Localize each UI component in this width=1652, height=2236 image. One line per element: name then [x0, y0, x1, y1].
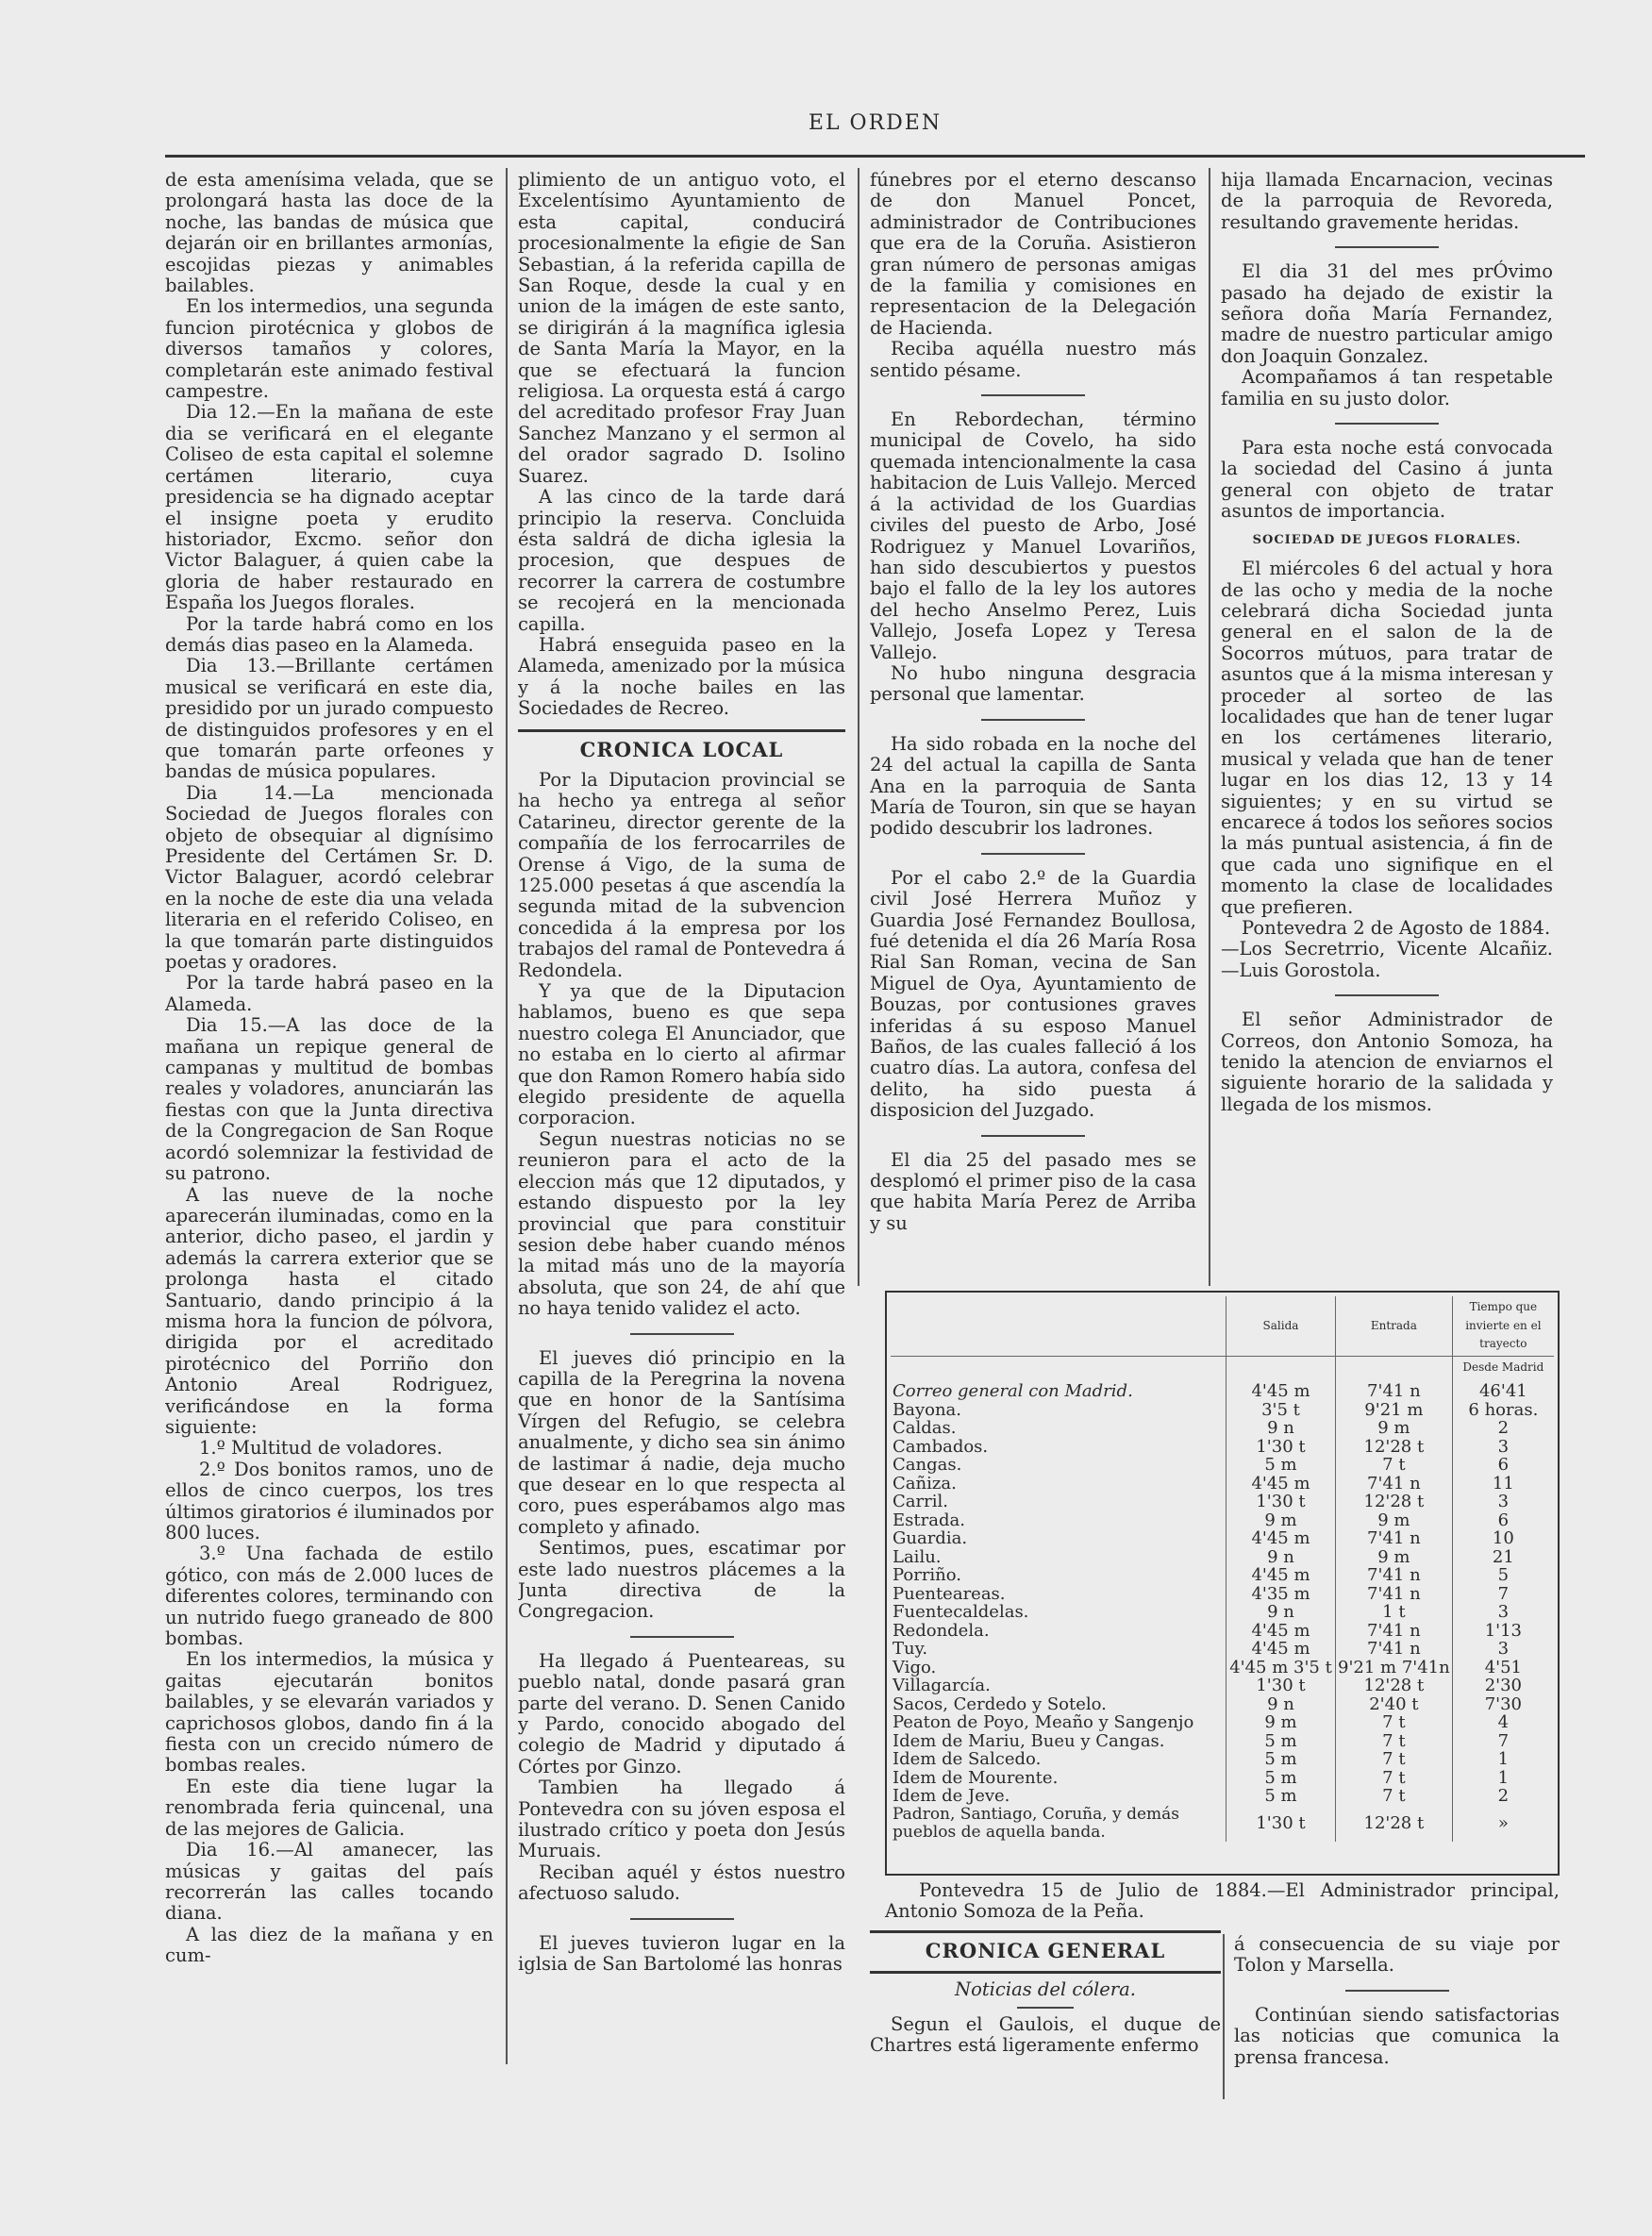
paragraph: á consecuencia de su viaje por Tolon y Marsella.: [1234, 1934, 1560, 1977]
entrada-time: 7'41 n: [1336, 1585, 1453, 1604]
entrada-time: 12'28 t: [1336, 1493, 1453, 1511]
column-2: [518, 170, 845, 2066]
table-row: [891, 1548, 1554, 1567]
column-divider: [1223, 1934, 1225, 2099]
paragraph: Dia 13.—Brillante certámen musical se verificará en este dia, presidido por un jurado compuesto de distinguidos profesores y en el que tomarán parte orfeones y bandas de música populares.: [165, 655, 493, 783]
paragraph: A las cinco de la tarde dará principio la reserva. Concluida ésta saldrá de dicha iglesia la procesion, que despues de recorrer la carrera de costumbre se recojerá en la mencionada capilla.: [518, 486, 845, 635]
route-name: Sacos, Cerdedo y Sotelo.: [893, 1694, 1107, 1714]
table-row: [891, 1475, 1554, 1493]
entrada-time: 9 m: [1336, 1548, 1453, 1567]
entrada-time: 9'21 m: [1336, 1401, 1453, 1420]
travel-time: 6: [1452, 1511, 1554, 1530]
entrada-time: 7 t: [1336, 1750, 1453, 1769]
article-separator: [981, 719, 1085, 721]
table-row: [891, 1622, 1554, 1641]
paragraph: 2.º Dos bonitos ramos, uno de ellos de cinco cuerpos, los tres últimos giratorios é iluminados por 800 luces.: [165, 1458, 493, 1544]
route-name: Redondela.: [893, 1620, 990, 1641]
travel-time: 6: [1452, 1456, 1554, 1475]
column-3: [870, 170, 1196, 1283]
travel-time: 4: [1452, 1713, 1554, 1732]
header-tiempo-label: Tiempo que invierte en el trayecto: [1465, 1300, 1542, 1350]
salida-time: 9 n: [1226, 1419, 1336, 1438]
travel-time: 7: [1452, 1732, 1554, 1751]
page-header: [165, 111, 1585, 160]
paragraph: Dia 15.—A las doce de la mañana un repique general de campanas y multitud de bombas reales y voladores, anunciarán las fiestas con que la Junta directiva de la Congregacion de San Roque acordó solemnizar la festividad de su patrono.: [165, 1014, 493, 1185]
salida-time: 4'45 m: [1226, 1640, 1336, 1659]
entrada-time: 7 t: [1336, 1787, 1453, 1806]
route-name: Villagarcía.: [893, 1676, 991, 1695]
salida-time: 1'30 t: [1226, 1438, 1336, 1457]
entrada-time: 9'21 m 7'41n: [1336, 1659, 1453, 1677]
entrada-time: 9 m: [1336, 1511, 1453, 1530]
route-name: Vigo.: [893, 1657, 937, 1677]
section-rule: [518, 729, 845, 732]
route-name: Bayona.: [893, 1399, 962, 1420]
entrada-time: 7 t: [1336, 1769, 1453, 1788]
paragraph: de esta amenísima velada, que se prolongará hasta las doce de la noche, las bandas de música que dejarán oir en brillantes armonías, escojidas piezas y animables bailables.: [165, 170, 493, 297]
salida-time: 9 n: [1226, 1548, 1336, 1567]
table-row: [891, 1713, 1554, 1732]
route-name: Fuentecaldelas.: [893, 1602, 1029, 1622]
header-tiempo: [1452, 1296, 1554, 1356]
header-rule: [165, 155, 1585, 158]
empty-subheader: [891, 1356, 1226, 1378]
entrada-time: 7'41 n: [1336, 1622, 1453, 1641]
header-entrada: Entrada: [1336, 1296, 1453, 1356]
subsection-title: SOCIEDAD DE JUEGOS FLORALES.: [1252, 532, 1522, 547]
paragraph: No hubo ninguna desgracia personal que lamentar.: [870, 661, 1196, 706]
cronica-general-right: [1234, 1934, 1560, 2104]
section-title-cronica-local: CRONICA LOCAL: [579, 737, 784, 761]
paragraph: Y ya que de la Diputacion hablamos, bueno es que sepa nuestro colega El Anunciador, que no estaba en lo cierto al afirmar que don Ramon Romero había sido elegido presidente de aquella corporacion.: [518, 980, 845, 1129]
travel-time: 3: [1452, 1438, 1554, 1457]
travel-time: 10: [1452, 1529, 1554, 1548]
table-row: [891, 1456, 1554, 1475]
salida-time: 4'45 m 3'5 t: [1226, 1659, 1336, 1677]
paragraph: El jueves tuvieron lugar en la iglsia de San Bartolomé las honras: [518, 1931, 845, 1976]
travel-time: 3: [1452, 1493, 1554, 1511]
travel-time: 3: [1452, 1640, 1554, 1659]
travel-time: 7: [1452, 1585, 1554, 1604]
paragraph: En los intermedios, una segunda funcion pirotécnica y globos de diversos tamaños y colores, completarán este animado festival campestre.: [165, 295, 493, 403]
section-title-cronica-general: CRONICA GENERAL: [925, 1939, 1166, 1962]
cronica-general-left: [870, 1930, 1221, 2100]
table-row: [891, 1585, 1554, 1604]
table-row: [891, 1677, 1554, 1695]
section-rule: [870, 1971, 1221, 1974]
paragraph: 3.º Una fachada de estilo gótico, con más de 2.000 luces de diferentes colores, terminando con un nutrido fuego graneado de 800 bombas.: [165, 1543, 493, 1650]
subheader-desde-madrid: Desde Madrid: [1452, 1356, 1554, 1378]
route-name: Tuy.: [893, 1639, 928, 1659]
salida-time: 1'30 t: [1226, 1806, 1336, 1842]
paragraph: Por la tarde habrá paseo en la Alameda.: [165, 972, 493, 1015]
travel-time: 2: [1452, 1787, 1554, 1806]
entrada-time: 7 t: [1336, 1456, 1453, 1475]
article-separator: [981, 853, 1085, 855]
article-separator: [981, 394, 1085, 396]
salida-time: 9 n: [1226, 1695, 1336, 1714]
article-separator: [630, 1918, 734, 1920]
route-name: Padron, Santiago, Coruña, y demás pueblos de aquella banda.: [893, 1804, 1180, 1842]
section-subtitle: Noticias del cólera.: [955, 1978, 1136, 2001]
route-name: Idem de Mourente.: [893, 1767, 1059, 1788]
travel-time: 2: [1452, 1419, 1554, 1438]
entrada-time: 7'41 n: [1336, 1475, 1453, 1493]
paragraph: Acompañamos á tan respetable familia en su justo dolor.: [1221, 366, 1553, 409]
route-name: Carril.: [893, 1492, 948, 1511]
table-row: [891, 1603, 1554, 1622]
table-row: [891, 1659, 1554, 1677]
article-separator: [1017, 2007, 1074, 2009]
travel-time: 5: [1452, 1566, 1554, 1585]
mail-schedule-table: [885, 1291, 1560, 1876]
entrada-time: 7'41 n: [1336, 1378, 1453, 1401]
route-name: Cangas.: [893, 1455, 962, 1475]
table-row: [891, 1750, 1554, 1769]
route-name: Porriño.: [893, 1565, 962, 1585]
column-1: [165, 170, 493, 2057]
paragraph: El jueves dió principio en la capilla de la Peregrina la novena que en honor de la Santísima Vírgen del Refugio, se celebra anualmente, y dicho sea sin ánimo de lastimar á nadie, deja mucho que desear en lo que respecta al coro, pues esperábamos algo mas completo y afinado.: [518, 1346, 845, 1538]
table-row: [891, 1640, 1554, 1659]
paragraph: Pontevedra 2 de Agosto de 1884.: [1242, 917, 1551, 939]
entrada-time: 12'28 t: [1336, 1438, 1453, 1457]
entrada-time: 1 t: [1336, 1603, 1453, 1622]
table-row: [891, 1493, 1554, 1511]
salida-time: 9 m: [1226, 1713, 1336, 1732]
entrada-time: 2'40 t: [1336, 1695, 1453, 1714]
salida-time: 5 m: [1226, 1769, 1336, 1788]
travel-time: 1'13: [1452, 1622, 1554, 1641]
paragraph: 1.º Multitud de voladores.: [199, 1437, 443, 1460]
paragraph: Dia 14.—La mencionada Sociedad de Juegos florales con objeto de obsequiar al dignísimo Presidente del Certámen Sr. D. Victor Balaguer, acordó celebrar en la noche de este dia una velada literaria en el referido Coliseo, en la que tomarán parte distinguidos poetas y oradores.: [165, 781, 493, 974]
paragraph: Segun el Gaulois, el duque de Chartres está ligeramente enfermo: [870, 2012, 1221, 2057]
administrator-note: Pontevedra 15 de Julio de 1884.—El Administrador principal, Antonio Somoza de la Peña.: [885, 1879, 1560, 1923]
entrada-time: 7 t: [1336, 1713, 1453, 1732]
salida-time: 5 m: [1226, 1732, 1336, 1751]
travel-time: 11: [1452, 1475, 1554, 1493]
article-separator: [1345, 1990, 1449, 1992]
entrada-time: 12'28 t: [1336, 1677, 1453, 1695]
entrada-time: 7'41 n: [1336, 1566, 1453, 1585]
entrada-time: 7'41 n: [1336, 1529, 1453, 1548]
travel-time: 6 horas.: [1452, 1401, 1554, 1420]
table-row: [891, 1566, 1554, 1585]
paragraph: En los intermedios, la música y gaitas ejecutarán bonitos bailables, y se elevarán variados y caprichosos globos, dando fin á la fiesta con un crecido número de bombas reales.: [165, 1648, 493, 1777]
paragraph: Por la Diputacion provincial se ha hecho ya entrega al señor Catarineu, director gerente de la compañía de los ferrocarriles de Orense á Vigo, de la suma de 125.000 pesetas á que ascendía la segunda mitad de la subvencion concedida á la empresa por los trabajos del ramal de Pontevedra á Redondela.: [518, 768, 845, 981]
signatures: —Los Secretrrio, Vicente Alcañiz. —Luis Gorostola.: [1221, 938, 1553, 981]
table-footer-note: [885, 1880, 1560, 1923]
salida-time: 9 m: [1226, 1511, 1336, 1530]
entrada-time: 7'41 n: [1336, 1640, 1453, 1659]
route-name: Lailu.: [893, 1546, 942, 1567]
paragraph: A las diez de la mañana y en cum-: [165, 1923, 493, 1967]
paragraph: fúnebres por el eterno descanso de don Manuel Poncet, administrador de Contribuciones que era de la Coruña. Asistieron gran número de personas amigas de la familia y comisiones en representacion de la Delegación de Hacienda.: [870, 170, 1196, 339]
paragraph: En este dia tiene lugar la renombrada feria quincenal, una de las mejores de Galicia.: [165, 1775, 493, 1840]
newspaper-title: EL ORDEN: [808, 111, 943, 135]
paragraph: Sentimos, pues, escatimar por este lado nuestros plácemes a la Junta directiva de la Congregacion.: [518, 1537, 845, 1623]
paragraph: Habrá enseguida paseo en la Alameda, amenizado por la música y á la noche bailes en las Sociedades de Recreo.: [518, 633, 845, 720]
paragraph: El miércoles 6 del actual y hora de las ocho y media de la noche celebrará dicha Sociedad junta general en el salon de la de Socorros mútuos, para tratar de asuntos que á la misma interesan y proceder al sorteo de las localidades que han de tener lugar en los certámenes literario, musical y velada que han de tener lugar en los dias 12, 13 y 14 siguientes; y en su virtud se encarece á todos los señores socios la más puntual asistencia, á fin de que cada uno signifique en el momento la clase de localidades que prefieren.: [1221, 558, 1553, 918]
article-separator: [630, 1636, 734, 1638]
section-rule: [870, 1930, 1221, 1933]
article-separator: [1335, 994, 1439, 996]
salida-time: 5 m: [1226, 1750, 1336, 1769]
travel-time: 46'41: [1452, 1378, 1554, 1401]
paragraph: Segun nuestras noticias no se reunieron para el acto de la eleccion más que 12 diputados, y estando dispuesto por la ley provincial que para constituir sesion debe haber cuando ménos la mitad más uno de la mayoría absoluta, que son 24, de ahí que no haya tenido validez el acto.: [518, 1127, 845, 1320]
salida-time: 9 n: [1226, 1603, 1336, 1622]
table-row: [891, 1769, 1554, 1788]
empty-subheader: [1336, 1356, 1453, 1378]
travel-time: 21: [1452, 1548, 1554, 1567]
article-separator: [630, 1333, 734, 1335]
route-name: Idem de Mariu, Bueu y Cangas.: [893, 1730, 1165, 1751]
salida-time: 5 m: [1226, 1787, 1336, 1806]
salida-time: 4'35 m: [1226, 1585, 1336, 1604]
route-name: Guardia.: [893, 1528, 968, 1548]
empty-subheader: [1226, 1356, 1336, 1378]
salida-time: 1'30 t: [1226, 1677, 1336, 1695]
route-name: Idem de Salcedo.: [893, 1749, 1042, 1769]
table-row: [891, 1732, 1554, 1751]
article-separator: [981, 1135, 1085, 1137]
column-divider: [1209, 168, 1210, 1286]
paragraph: En Rebordechan, término municipal de Covelo, ha sido quemada intencionalmente la casa habitacion de Luis Vallejo. Merced á la actividad de los Guardias civiles del puesto de Arbo, José Rodriguez y Manuel Lovariños, han sido descubiertos y puestos bajo el fallo de la ley los autores del hecho Anselmo Perez, Luis Vallejo, Josefa Lopez y Teresa Vallejo.: [870, 409, 1196, 663]
travel-time: 1: [1452, 1750, 1554, 1769]
paragraph: Ha llegado á Puenteareas, su pueblo natal, donde pasará gran parte del verano. D. Senen Canido y Pardo, conocido abogado del colegio de Madrid y diputado á Córtes por Ginzo.: [518, 1649, 845, 1777]
header-salida: Salida: [1226, 1296, 1336, 1356]
column-divider: [506, 168, 508, 2064]
travel-time: 3: [1452, 1603, 1554, 1622]
travel-time: 2'30: [1452, 1677, 1554, 1695]
route-name: Correo general con Madrid.: [893, 1381, 1133, 1401]
salida-time: 4'45 m: [1226, 1622, 1336, 1641]
table-row: [891, 1419, 1554, 1438]
paragraph: Por el cabo 2.º de la Guardia civil José Herrera Muñoz y Guardia José Fernandez Boullosa, fué detenida el día 26 María Rosa Rial San Roman, vecina de San Miguel de Oya, Ayuntamiento de Bouzas, por contusiones graves inferidas á su esposo Manuel Baños, de las cuales falleció á los cuatro días. La autora, confesa del delito, ha sido puesta á disposicion del Juzgado.: [870, 866, 1196, 1122]
salida-time: 4'45 m: [1226, 1566, 1336, 1585]
table-row: [891, 1378, 1554, 1401]
paragraph: Ha sido robada en la noche del 24 del actual la capilla de Santa Ana en la parroquia de Santa María de Touron, sin que se hayan podido descubrir los ladrones.: [870, 732, 1196, 840]
paragraph: hija llamada Encarnacion, vecinas de la parroquia de Revoreda, resultando gravemente heridas.: [1221, 170, 1553, 233]
route-name: Cañiza.: [893, 1473, 957, 1493]
paragraph: Dia 16.—Al amanecer, las músicas y gaitas del país recorrerán las calles tocando diana.: [165, 1839, 493, 1925]
route-name: Caldas.: [893, 1418, 957, 1438]
paragraph: Para esta noche está convocada la sociedad del Casino á junta general con objeto de tratar asuntos de importancia.: [1221, 437, 1553, 523]
paragraph: A las nueve de la noche aparecerán iluminadas, como en la anterior, dicho paseo, el jardin y además la carrera exterior que se prolonga hasta el citado Santuario, dando principio á la misma hora la funcion de pólvora, dirigida por el acreditado pirotécnico del Porriño don Antonio Areal Rodriguez, verificándose en la forma siguiente:: [165, 1183, 493, 1438]
entrada-time: 7 t: [1336, 1732, 1453, 1751]
route-name: Peaton de Poyo, Meaño y Sangenjo: [893, 1712, 1194, 1732]
table-row: [891, 1401, 1554, 1420]
paragraph: Tambien ha llegado á Pontevedra con su jóven esposa el ilustrado crítico y poeta don Jesús Muruais.: [518, 1777, 845, 1862]
travel-time: 1: [1452, 1769, 1554, 1788]
paragraph: El dia 25 del pasado mes se desplomó el primer piso de la casa que habita María Perez de Arriba y su: [870, 1148, 1196, 1234]
table-row: [891, 1511, 1554, 1530]
paragraph: Dia 12.—En la mañana de este dia se verificará en el elegante Coliseo de esta capital el solemne certámen literario, cuya presidencia se ha dignado aceptar el insigne poeta y erudito historiador, Excmo. señor don Victor Balaguer, á quien cabe la gloria de haber restaurado en España los Juegos florales.: [165, 401, 493, 614]
column-divider: [858, 168, 859, 1286]
table-row: [891, 1787, 1554, 1806]
paragraph: plimiento de un antiguo voto, el Excelentísimo Ayuntamiento de esta capital, conducirá procesionalmente la efigie de San Sebastian, á la referida capilla de San Roque, desde la cual y en union de la imágen de este santo, se dirigirán á la magnífica iglesia de Santa María la Mayor, en la que se efectuará la funcion religiosa. La orquesta está á cargo del acreditado profesor Fray Juan Sanchez Manzano y el sermon al del orador sagrado D. Isolino Suarez.: [518, 170, 845, 487]
column-4: [1221, 170, 1553, 1283]
paragraph: Reciban aquél y éstos nuestro afectuoso saludo.: [518, 1861, 845, 1905]
paragraph: El señor Administrador de Correos, don Antonio Somoza, ha tenido la atencion de enviarnos el siguiente horario de la salidada y llegada de los mismos.: [1221, 1009, 1553, 1115]
route-name: Idem de Jeve.: [893, 1786, 1010, 1806]
article-separator: [1335, 423, 1439, 425]
table-row: [891, 1529, 1554, 1548]
salida-time: 1'30 t: [1226, 1493, 1336, 1511]
travel-time: »: [1452, 1806, 1554, 1842]
route-name: Cambados.: [893, 1436, 989, 1457]
paragraph: El dia 31 del mes prÓvimo pasado ha dejado de existir la señora doña María Fernandez, madre de nuestro particular amigo don Joaquin Gonzalez.: [1221, 260, 1553, 367]
table-row: [891, 1438, 1554, 1457]
salida-time: 4'45 m: [1226, 1529, 1336, 1548]
entrada-time: 12'28 t: [1336, 1806, 1453, 1842]
table-row: [891, 1695, 1554, 1714]
salida-time: 4'45 m: [1226, 1475, 1336, 1493]
article-separator: [1335, 246, 1439, 248]
travel-time: 4'51: [1452, 1659, 1554, 1677]
paragraph: Por la tarde habrá como en los demás dias paseo en la Alameda.: [165, 612, 493, 656]
salida-time: 3'5 t: [1226, 1401, 1336, 1420]
table-row: [891, 1806, 1554, 1842]
entrada-time: 9 m: [1336, 1419, 1453, 1438]
route-name: Estrada.: [893, 1510, 965, 1530]
salida-time: 4'45 m: [1226, 1378, 1336, 1401]
route-name: Puenteareas.: [893, 1583, 1006, 1604]
paragraph: Reciba aquélla nuestro más sentido pésame.: [870, 338, 1196, 381]
paragraph: Continúan siendo satisfactorias las noticias que comunica la prensa francesa.: [1234, 2003, 1560, 2068]
salida-time: 5 m: [1226, 1456, 1336, 1475]
travel-time: 7'30: [1452, 1695, 1554, 1714]
empty-header: [891, 1296, 1226, 1356]
